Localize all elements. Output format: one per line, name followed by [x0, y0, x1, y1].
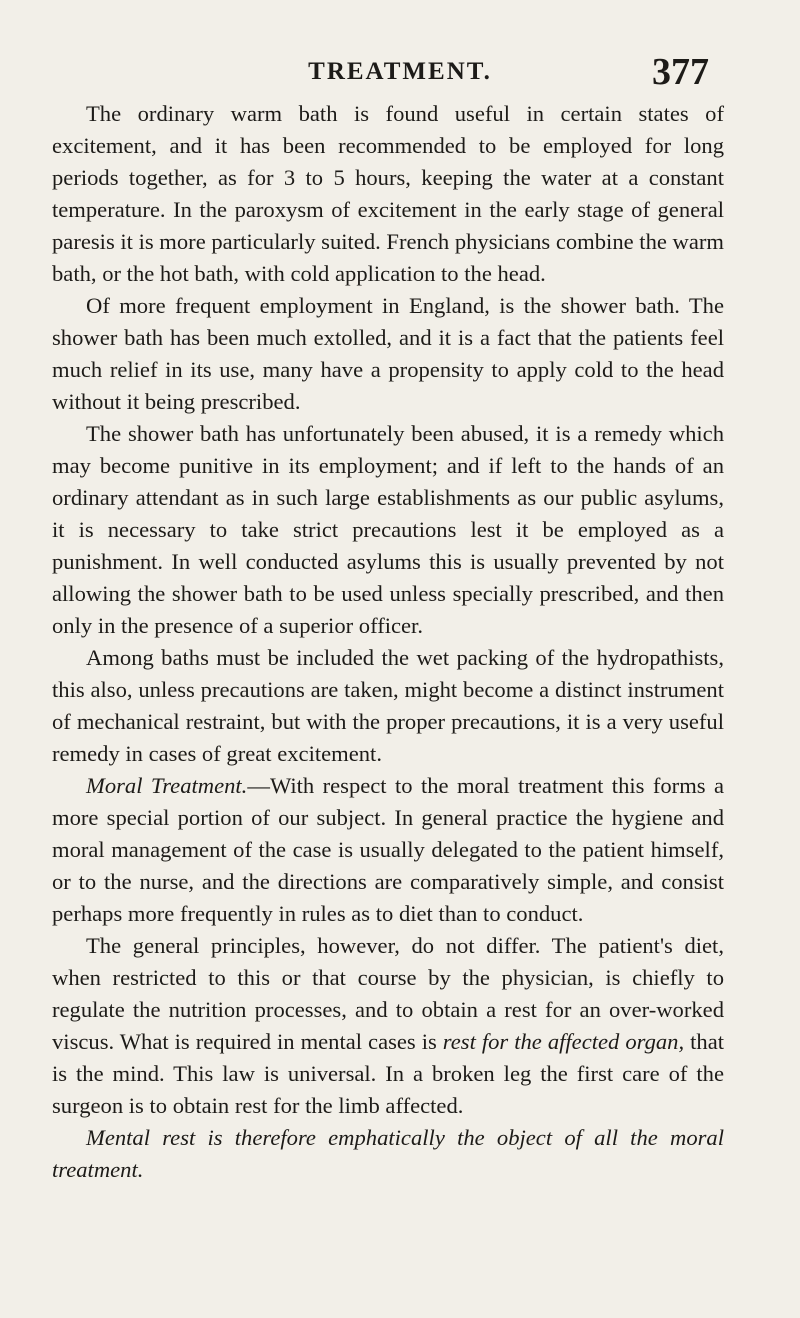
page-number: 377: [652, 51, 709, 93]
paragraph-moral-treatment: [52, 770, 724, 930]
paragraph-mental-rest: [52, 1122, 724, 1186]
paragraph-wet-packing: Among baths must be included the wet packing of the hydropathists, this also, unless precautions are taken, might become a distinct instrument of mechanical restraint, but with the proper precautions, it is a very useful remedy in cases of great excitement.: [52, 645, 724, 766]
paragraph-shower-bath-abuse: The shower bath has unfortunately been abused, it is a remedy which may become punitive in its employment; and if left to the hands of an ordinary attendant as in such large establishments as our public asylums, it is necessary to take strict precautions lest it be employed as a punishment. In well conducted asylums this is usually prevented by not allowing the shower bath to be used unless specially prescribed, and then only in the presence of a superior officer.: [52, 421, 724, 638]
paragraph-shower-bath: Of more frequent employment in England, is the shower bath. The shower bath has been much extolled, and it is a fact that the patients feel much relief in its use, many have a propensity to apply cold to the head without it being prescribed.: [52, 293, 724, 414]
moral-treatment-text: —With respect to the moral treatment this forms a more special portion of our subject. In general practice the hygiene and moral management of the case is usually delegated to the patient himself, or to the nurse, and the directions are comparatively simple, and consist perhaps more frequently in rules as to diet than to conduct.: [52, 773, 724, 926]
page-body: [52, 98, 724, 1186]
mental-rest-italic: Mental rest is therefore emphatically the object of all the moral treatment.: [52, 1125, 724, 1182]
running-title: TREATMENT.: [308, 58, 492, 85]
general-principles-text-2: that is the mind. This law is universal. In a broken leg the first care of the surgeon is to obtain rest for the limb affected.: [52, 1029, 725, 1118]
paragraph-warm-bath: The ordinary warm bath is found useful in certain states of excitement, and it has been recommended to be employed for long periods together, as for 3 to 5 hours, keeping the water at a constant temperature. In the paroxysm of excitement in the early stage of general paresis it is more particularly suited. French physicians combine the warm bath, or the hot bath, with cold application to the head.: [52, 101, 724, 286]
paragraph-general-principles: [52, 930, 724, 1122]
general-principles-text-1: The general principles, however, do not differ. The patient's diet, when restricted to this or that course by the physician, is chiefly to regulate the nutrition processes, and to obtain a rest for an over-worked viscus. What is required in mental cases is: [52, 933, 724, 1054]
general-principles-italic: rest for the affected organ,: [442, 1029, 685, 1054]
section-heading-moral-treatment: Moral Treatment.: [86, 773, 248, 798]
